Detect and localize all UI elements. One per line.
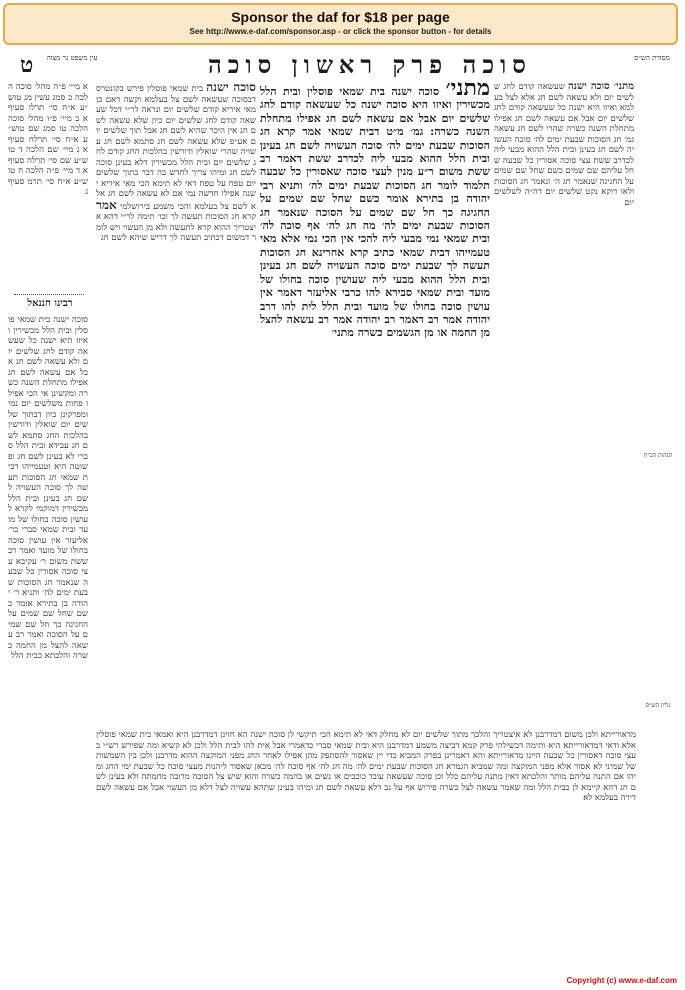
- sponsor-title[interactable]: Sponsor the daf for $18 per page: [231, 9, 450, 25]
- ein-mishpat-text: א מיי׳ פ״ה מהל׳ סוכה הלכה כ סמג עשין מג טוש״ע א״ח סי׳ תרלו סעיף א ב מיי׳ פ״ו מהל׳ סוכה הלכה טו סמג שם טוש״ע א״ח סי׳ תרלח סעיף א ג מיי׳ שם הלכה ד טוש״ע שם סי׳ תרלה סעיף א ד מיי׳ פ״ה הלכה ח טוש״ע א״ח סי׳ תרמ סעיף ג: [8, 82, 88, 197]
- tosafot-text-2: קרא חג הסוכות תעשה לך וכו׳ תימה לר״י דהא איצטריך ההוא קרא לתעשה ולא מן העשוי ויש לומר דמשום דכתיב תעשה לך דריש שיהא לשם חג: [96, 212, 256, 243]
- gemara-text: סוכה ישנה בית שמאי פוסלין ובית הלל מכשירין ואיזו היא סוכה ישנה כל שעשאה קודם לחג שלשים יום אבל אם עשאה לשם חג אפילו מתחלת השנה כשרה: גמ׳ מ״ט דבית שמאי אמר קרא חג הסוכות שבעת ימים לה׳ סוכה העשויה לשם חג בעינן ובית הלל ההוא מבעי ליה לכדרב ששת דאמר רב ששת משום ר״ע מנין לעצי סוכה שאסורין כל שבעה תלמוד לומר חג הסוכות שבעת ימים לה׳ ותניא רבי יהודה בן בתירא אומר כשם שחל שם שמים על החגיגה כך חל שם שמים על הסוכה שנאמר חג הסוכות שבעת ימים לה׳ מה חג לה׳ אף סוכה לה׳ ובית שמאי נמי מבעי ליה להכי אין הכי נמי אלא מאי טעמייהו דבית שמאי כתיב קרא אחרינא חג הסוכות תעשה לך שבעת ימים סוכה העשויה לשם חג בעינן ובית הלל ההוא מבעי ליה שעושין סוכה בחולו של מועד ובית שמאי סבירא להו כרבי אליעזר דאמר אין עושין סוכה בחולו של מועד ובית הלל לית להו דרב יהודה אמר רב דאמר רב יהודה אמר רב עשאה להצל מן החמה או מן הגשמים כשרה: [260, 85, 490, 340]
- hagahot-note: הגהות הב״ח: [643, 452, 673, 459]
- talmud-page: [8, 50, 678, 975]
- margin-notes: [638, 82, 678, 722]
- rashi-column: [494, 82, 634, 722]
- bottom-commentary: [96, 730, 636, 970]
- rashi-heading: מתני׳ סוכה ישנה: [568, 82, 634, 92]
- ein-mishpat-column: [8, 82, 88, 292]
- rabbeinu-chananel-title: רבינו חננאל: [27, 298, 73, 309]
- sponsor-banner[interactable]: [3, 3, 678, 45]
- ein-mishpat-heading: עין משפט נר מצוה: [46, 54, 98, 62]
- gemara-closing: מתני׳: [331, 326, 354, 340]
- tosafot-heading: סוכה ישנה: [206, 82, 256, 94]
- tosafot-heading-2: אמר: [96, 197, 117, 212]
- gilyon-note: גליון הש״ס: [645, 702, 671, 709]
- bottom-commentary-text: מדאורייתא ולכן משום דמדרבנן לא איצטריך והלכך מתוך שלשים יום לא מחלק דאי לא תימא הכי תיקשי לן סוכה ישנה הא חזינן דמדרבנן היא ואמאי בית שמאי פוסלין אלא ודאי דמדאורייתא היא ותימה דבשילהי פרק קמא דביצה משמע דמדרבנן היא ובית שמאי סברי כדאמרי אבל אית להו לבית הלל ולכן לא קשיא ומה שפירש רש״י בעצי סוכה דאסורין כל שבעה היינו מדאורייתא והא דאמרינן בפרק המביא כדי יין שאסור להסתפק מהן אפילו לאחר החג מפני המוקצה ההוא מדרבנן ולכן בין השמשות של שמיני לא אסור אלא מפני המוקצה ומה שמביא הגמרא חג הסוכות שבעת ימים לה׳ מה חג לה׳ אף סוכה לה׳ מכאן שאסור ליהנות מעצי סוכה כל שבעת ימי החג ומיהו אם התנה עליהם מותר והלכתא דאין מתנה עליהם כלל וכן סוכה שעשאה עובד כוכבים או נשים או בהמה כשרה והוא שיש צל הסוכה מרובה מחמתה ולא בעינן לשם חג דהא קיימא לן כבית הלל ומה שאמר עשאה לצל כשרה פירוש אף על גב דלא עשאה לשם חג ומיהו בעינן שתהא עשויה לצל דלא מן העשוי אבל אם עשאה לשם דירה בעלמא לא: [96, 730, 636, 803]
- sponsor-subtitle[interactable]: See http://www.e-daf.com/sponsor.asp - or click the sponsor button - for details: [189, 27, 492, 36]
- rabbeinu-chananel-text: סוכה ישנה בית שמאי פוסלין ובית הלל מכשירין ואיזו היא ישנה כל שעשאה קודם לחג שלשים יום ולא עשאה לשם חג אבל אם עשאה לשם חג אפילו מתחלת השנה כשרה ומקשינן אי הכי אפילו פחות משלשים יום נמי ומפרקינן כיון דבתוך שלשים יום שואלין ודורשין בהלכות החג סתמא לשם חג עבידא ובית הלל סברי לא בעינן לשם חג ופשוטה היא וטעמייהו דבית שמאי חג הסוכות תעשה לך סוכה העשויה לשם חג בעינן ובית הלל מכשירין דמוקמי לקרא לעושין סוכה בחולו של מועד ובית שמאי סברי כר׳ אליעזר אין עושין סוכה בחולו של מועד ואמר רב ששת משום ר׳ עקיבא עצי סוכה אסורין כל שבעה שנאמר חג הסוכות שבעת ימים לה׳ ותניא ר׳ יהודה בן בתירא אומר כשם שחל שם שמים על החגיגה כך חל שם שמים על הסוכה ואמר רב עשאה להצל מן החמה כשרה והלכתא כבית הלל: [8, 315, 88, 661]
- gemara-column: [260, 82, 490, 722]
- masoret-heading: מסורת הש״ס: [634, 54, 670, 62]
- rabbeinu-chananel-column: [8, 315, 88, 970]
- page-number: ט: [20, 52, 34, 78]
- tosafot-text: בית שמאי פוסלין פירש בקונטרס דבסוכה שעשאה לשם צל בעלמא וקשה דאם כן מאי איריא קודם שלשים יום ונראה לר״י דכל שעשאה קודם לחג שלשים יום כיון שלא עשאה לשם חג אין היכר שהיא לשם חג אבל תוך שלשים יום אע״פ שלא עשאה לשם חג סתמא לשם חג עשויה שהרי שואלין ודורשין בהלכות החג קודם לחג שלשים יום ובית הלל מכשירין דלא בעינן סוכה לשם חג ומיהו צריך לחדש בה דבר בתוך שלשים יום טפח על טפח דאי לא תימא הכי מאי איריא ישנה אפילו חדשה נמי אם לא עשאה לשם חג אלא לשם צל בעלמא והכי משמע בירושלמי: [96, 84, 256, 212]
- page-title: סוכה פרק ראשון סוכה: [208, 50, 532, 79]
- tosafot-column: [96, 82, 256, 727]
- gemara-opening-word: מתני׳: [445, 82, 490, 101]
- page-header: [8, 50, 678, 80]
- divider: [14, 294, 84, 295]
- copyright-link[interactable]: Copyright (c) www.e-daf.com: [566, 976, 677, 985]
- rashi-text: שעשאה קודם לחג שלשים יום ולא עשאה לשם חג אלא לצל בעלמא ואיזו היא ישנה כל שעשאה קודם לחג שלשים יום אבל אם עשאה לשם חג אפילו מתחלת השנה כשרה שהרי לשם חג עשאה גמ׳ חג הסוכות שבעת ימים לה׳ סוכה העשויה לשם חג בעינן ובית הלל ההוא מבעי ליה לכדרב ששת עצי סוכה אסורין כל שבעה שחל עליהם שם שמים כשם שחל שם שמים על החגיגה שנאמר חג ה׳ ונאמר חג הסוכות ולאו דוקא נקט שלשים יום דה״ה לשלשים יום: [494, 82, 634, 208]
